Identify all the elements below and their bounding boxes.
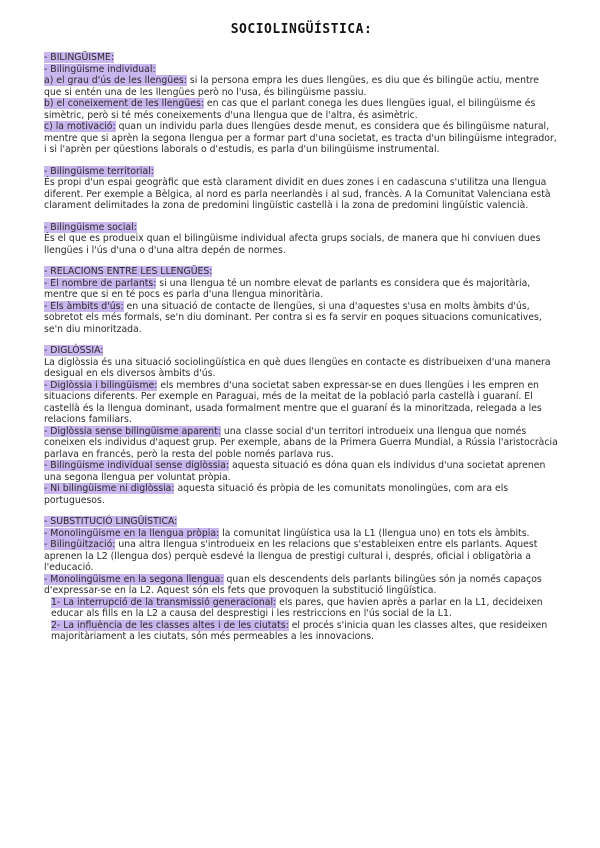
section-diglossia bbox=[44, 345, 559, 506]
text-grau-us: si la persona empra les dues llengües, es diu que és bilingüe actiu, mentre que si entén una de les llengües però no l'usa, és bilingüisme passiu. bbox=[44, 75, 539, 98]
section-relacions bbox=[44, 266, 559, 335]
term-influencia-classes-altes: 2- La influència de les classes altes i de les ciutats: bbox=[51, 619, 289, 631]
page-title: SOCIOLINGÜÍSTICA: bbox=[230, 22, 373, 37]
paragraph-bilinguitzacio bbox=[44, 539, 559, 574]
text-nombre-parlants: si una llengua té un nombre elevat de parlants es considera que és majoritària, mentre que si en té pocs es parla d'una llengua minoritària. bbox=[44, 277, 531, 300]
term-interrupcio-transmissio: 1- La interrupció de la transmissió generacional: bbox=[51, 596, 277, 608]
term-ni-bilinguisme-ni-diglossia: - Ni bilingüisme ni diglòssia: bbox=[44, 483, 175, 494]
term-bilinguisme-sense-diglossia: - Bilingüisme individual sense diglòssia: bbox=[44, 460, 230, 471]
text-diglossia-sense-bilinguisme: una classe social d'un territori introdueix una llengua que només coneixen els individus d'aquest grup. Per exemple, abans de la Primera Guerra Mundial, a Rússia l'aristocràcia parlava en francés, però la resta del poble només parlava rus. bbox=[44, 425, 558, 460]
section-heading-diglossia: - DIGLÒSSIA: bbox=[44, 345, 104, 356]
subheading-bilinguisme-individual: - Bilingüisme individual: bbox=[44, 63, 156, 75]
paragraph-bilinguisme-sense-diglossia bbox=[44, 460, 559, 483]
paragraph-nombre-parlants bbox=[44, 278, 559, 301]
subheading-bilinguisme-social: - Bilingüisme social: bbox=[44, 221, 137, 233]
text-influencia-classes-altes: el procés s'inicia quan les classes altes, que resideixen majoritàriament a les ciutats, són més permeables a les innovacions. bbox=[51, 619, 548, 642]
paragraph-ni-bilinguisme-ni-diglossia bbox=[44, 483, 559, 506]
paragraph-interrupcio-transmissio bbox=[44, 597, 559, 620]
paragraph-motivacio bbox=[44, 121, 559, 156]
text-monolinguisme-segona: quan els descendents dels parlants bilingües són ja només capaços d'expressar-se en la L2. Aquest són els fets que provoquen la substitució lingüística. bbox=[44, 573, 542, 596]
paragraph-influencia-classes-altes bbox=[44, 620, 559, 643]
text-ni-bilinguisme-ni-diglossia: aquesta situació és pròpia de les comunitats monolingües, com ara els portuguesos. bbox=[44, 483, 509, 506]
term-bilinguitzacio: - Bilingüització: bbox=[44, 539, 116, 550]
section-heading-substitucio: - SUBSTITUCIÓ LINGÜÍSTICA: bbox=[44, 516, 178, 527]
text-bilinguitzacio: una altra llengua s'introdueix en les relacions que s'estableixen entre els parlants. Aquest aprenen la L2 (llengua dos) perquè esdevé la llengua de prestigi cultural i, després, oficial i obligatòria a l'educació. bbox=[44, 539, 538, 573]
paragraph-monolinguisme-segona bbox=[44, 574, 559, 597]
term-diglossia-sense-bilinguisme: - Diglòssia sense bilingüisme aparent: bbox=[44, 425, 221, 437]
paragraph-monolinguisme-propia bbox=[44, 528, 559, 540]
section-heading-relacions: - RELACIONS ENTRE LES LLENGÜES: bbox=[44, 266, 213, 277]
paragraph-coneixement bbox=[44, 98, 559, 121]
term-motivacio: c) la motivació: bbox=[44, 121, 116, 132]
term-ambits-us: - Els àmbits d'ús: bbox=[44, 300, 124, 312]
text-diglossia-bilinguisme: els membres d'una societat saben expressar-se en dues llengües i les empren en situacions diferents. Per exemple en Paraguai, més de la meitat de la població parla castellà i guaraní. El castellà és la llengua dominant, usada formalment mentre que el guaraní és la minoritzada, relegada a les relacions familiars. bbox=[44, 379, 542, 425]
paragraph-ambits-us bbox=[44, 301, 559, 336]
term-diglossia-bilinguisme: - Diglòssia i bilingüisme: bbox=[44, 379, 158, 391]
section-substitucio bbox=[44, 516, 559, 643]
text-territorial: És propi d'un espai geogràfic que està clarament dividit en dues zones i en cadascuna s'utilitza una llengua diferent. Per exemple a Bèlgica, al nord es parla neerlandès i al sud, francès. A la Comunitat Valenciana està clarament delimitades la zona de predomini lingüístic castellà i la zona de predomini lingüístic valencià. bbox=[44, 177, 551, 211]
section-bilinguisme bbox=[44, 52, 559, 256]
text-ambits-us: en una situació de contacte de llengües, si una d'aquestes s'usa en molts àmbits d'ús, sobretot els més formals, se'n diu dominant. Per contra si es fa servir en poques situacions comunicatives, se'n diu minoritzada. bbox=[44, 300, 542, 335]
term-coneixement: b) el coneixement de les llengües: bbox=[44, 98, 204, 109]
subheading-bilinguisme-territorial: - Bilingüisme territorial: bbox=[44, 165, 154, 177]
text-diglossia-intro: La diglòssia és una situació sociolingüística en què dues llengües en contacte es distribueixen d'una manera desigual en els diversos àmbits d'ús. bbox=[44, 356, 551, 379]
term-grau-us: a) el grau d'ús de les llengües: bbox=[44, 75, 187, 86]
term-monolinguisme-segona: - Monolingüisme en la segona llengua: bbox=[44, 573, 224, 585]
term-monolinguisme-propia: - Monolingüisme en la llengua pròpia: bbox=[44, 527, 220, 539]
text-coneixement: en cas que el parlant conega les dues llengües igual, el bilingüisme és simètric, però si té més coneixements d'una llengua que de l'altra, és asimètric. bbox=[44, 98, 536, 121]
paragraph-diglossia-sense-bilinguisme bbox=[44, 426, 559, 461]
paragraph-diglossia-bilinguisme bbox=[44, 380, 559, 426]
text-social: És el que es produeix quan el bilingüisme individual afecta grups socials, de manera que hi conviuen dues llengües i l'ús d'una o d'una altra depén de normes. bbox=[44, 233, 541, 256]
document-page bbox=[44, 22, 559, 653]
section-heading-bilinguisme: - BILINGÜISME: bbox=[44, 52, 114, 63]
text-motivacio: quan un individu parla dues llengües desde menut, es considera que és bilingüisme natural, mentre que si aprèn la segona llengua per a formar part d'una societat, es tracta d'un bilingüisme integrador, i si l'aprèn per qüestions laborals o d'estudis, es parla d'un bilingüisme instrumental. bbox=[44, 121, 557, 155]
text-bilinguisme-sense-diglossia: aquesta situació es dóna quan els individus d'una societat aprenen una segona llengua per voluntat pròpia. bbox=[44, 460, 546, 483]
text-monolinguisme-propia: la comunitat lingüística usa la L1 (llengua uno) en tots els àmbits. bbox=[219, 527, 530, 539]
term-nombre-parlants: - El nombre de parlants: bbox=[44, 277, 157, 289]
paragraph-grau-us bbox=[44, 75, 559, 98]
text-interrupcio-transmissio: els pares, que havien après a parlar en la L1, decideixen educar als fills en la L2 a causa del desprestigi i les restriccions en l'ús social de la L1. bbox=[51, 596, 543, 619]
